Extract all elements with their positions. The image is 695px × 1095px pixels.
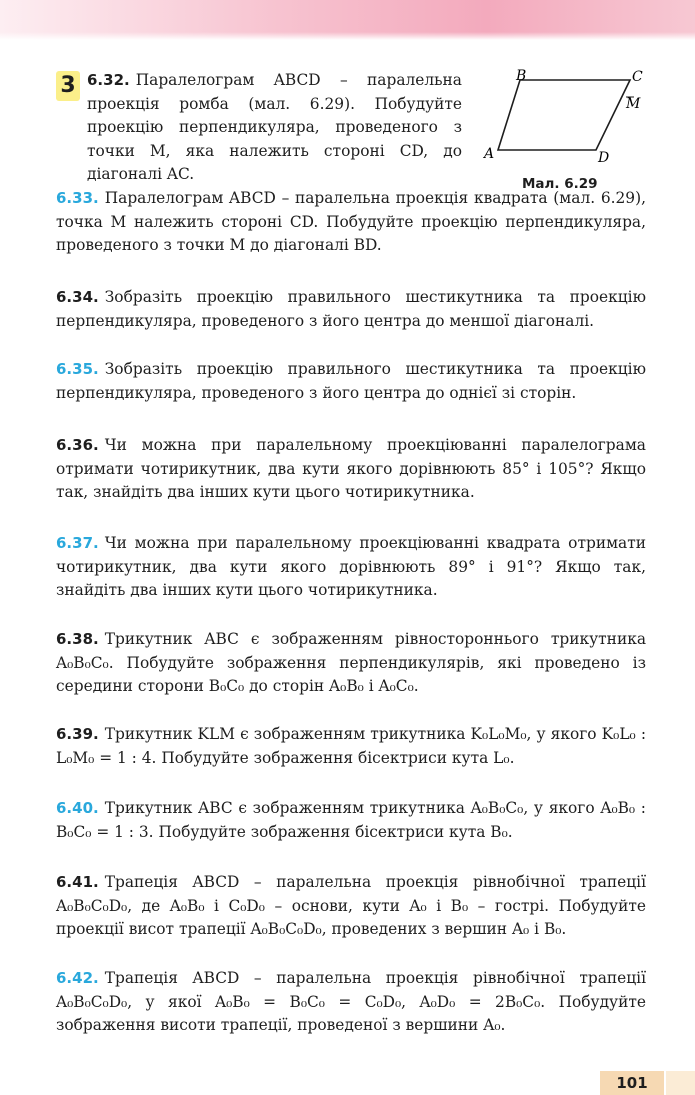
problem-text: Чи можна при паралельному проекціюванні паралелограма отримати чотирикутник, два кути якого дорівнюють 85° і 105°? Якщо так, знайдіть два інших кути цього чотирикутника.	[56, 436, 646, 501]
problem-number: 6.40.	[56, 799, 99, 817]
difficulty-level-badge: 3	[56, 71, 80, 101]
label-a: A	[484, 146, 495, 162]
problem-text: Трикутник KLM є зображенням трикутника K₀L₀M₀, у якого K₀L₀ : L₀M₀ = 1 : 4. Побудуйте зображення бісектриси кута L₀.	[56, 725, 646, 767]
problem-number: 6.32.	[87, 71, 130, 89]
problem-6-34	[56, 286, 646, 333]
problem-6-36	[56, 434, 646, 505]
problem-number: 6.36.	[56, 436, 99, 454]
problem-6-42	[56, 967, 646, 1038]
problem-number: 6.41.	[56, 873, 99, 891]
page-number-box	[600, 1071, 664, 1095]
problem-6-40	[56, 797, 646, 844]
label-m: M	[626, 96, 641, 112]
problem-6-38	[56, 628, 646, 699]
problem-6-35	[56, 358, 646, 405]
problem-6-33	[56, 187, 646, 258]
problem-text: Трапеція ABCD – паралельна проекція рівнобічної трапеції A₀B₀C₀D₀, де A₀B₀ і C₀D₀ – основи, кути A₀ і B₀ – гострі. Побудуйте проекції висот трапеції A₀B₀C₀D₀, проведених з вершин A₀ і B₀.	[56, 873, 646, 938]
problem-text: Трикутник ABC є зображенням рівностороннього трикутника A₀B₀C₀. Побудуйте зображення перпендикулярів, які проведено із середини сторони B₀C₀ до сторін A₀B₀ і A₀C₀.	[56, 630, 646, 695]
problem-number: 6.37.	[56, 534, 99, 552]
problem-text: Трикутник ABC є зображенням трикутника A₀B₀C₀, у якого A₀B₀ : B₀C₀ = 1 : 3. Побудуйте зображення бісектриси кута B₀.	[56, 799, 646, 841]
corner-strip	[666, 1071, 695, 1095]
label-b: B	[516, 68, 527, 84]
problem-6-41	[56, 871, 646, 942]
problem-6-32	[87, 69, 462, 187]
label-c: C	[632, 69, 643, 85]
problem-number: 6.34.	[56, 288, 99, 306]
problem-number: 6.35.	[56, 360, 99, 378]
problem-number: 6.33.	[56, 189, 99, 207]
page-number: 101	[616, 1074, 648, 1092]
label-d: D	[598, 150, 610, 166]
problem-number: 6.42.	[56, 969, 99, 987]
problem-6-37	[56, 532, 646, 603]
figure-caption: Мал. 6.29	[522, 176, 598, 192]
problem-text: Зобразіть проекцію правильного шестикутника та проекцію перпендикуляра, проведеного з його центра до однієї зі сторін.	[56, 360, 646, 402]
parallelogram-diagram	[478, 66, 648, 176]
problem-number: 6.39.	[56, 725, 99, 743]
problem-text: Чи можна при паралельному проекціюванні квадрата отримати чотирикутник, два кути якого дорівнюють 89° і 91°? Якщо так, знайдіть два інших кути цього чотирикутника.	[56, 534, 646, 599]
problem-text: Паралелограм ABCD – паралельна проекція квадрата (мал. 6.29), точка M належить стороні CD. Побудуйте проекцію перпендикуляра, проведеного з точки M до діагоналі BD.	[56, 189, 646, 254]
problem-6-39	[56, 723, 646, 770]
parallelogram-shape	[498, 80, 630, 150]
problem-text: Трапеція ABCD – паралельна проекція рівнобічної трапеції A₀B₀C₀D₀, у якої A₀B₀ = B₀C₀ = C₀D₀, A₀D₀ = 2B₀C₀. Побудуйте зображення висоти трапеції, проведеної з вершини A₀.	[56, 969, 646, 1034]
problem-text: Зобразіть проекцію правильного шестикутника та проекцію перпендикуляра, проведеного з його центра до меншої діагоналі.	[56, 288, 646, 330]
top-banner	[0, 0, 695, 40]
problem-number: 6.38.	[56, 630, 99, 648]
problem-text: Паралелограм ABCD – паралельна проекція ромба (мал. 6.29). Побудуйте проекцію перпендикуляра, проведеного з точки M, яка належить стороні CD, до діагоналі AC.	[87, 71, 462, 183]
